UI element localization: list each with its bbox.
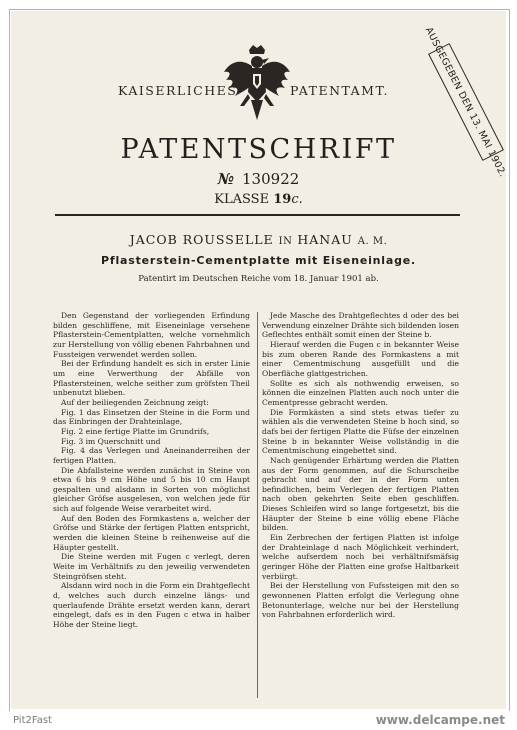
footer-watermark: www.delcampe.net bbox=[375, 713, 505, 727]
patent-number bbox=[0, 170, 517, 188]
number-sign: № bbox=[217, 170, 235, 188]
header-right-text: PATENTAMT. bbox=[290, 83, 389, 98]
paragraph-left-6: Fig. 4 das Verlegen und Aneinanderreihen der fertigen Platten. bbox=[53, 446, 250, 465]
column-divider bbox=[257, 312, 258, 698]
paragraph-right-6: Bei der Herstellung von Fufssteigen mit den so gewonnenen Platten erfolgt die Verlegung ohne Betonunterlage, welche nur bei der Herstellung von Fahrbahnen erforderlich wird. bbox=[262, 581, 459, 620]
paragraph-left-0: Den Gegenstand der vorliegenden Erfindung bilden geschliffene, mit Eiseneinlage versehene Pflasterstein-Cementplatten, welche vornehmlich zur Herstellung von völlig ebenen Fahrbahnen und Fussteigen verwendet werden sollen. bbox=[53, 311, 250, 359]
paragraph-right-3: Die Formkästen a sind stets etwas tiefer zu wählen als die verwendeten Steine b hoch sind, so dafs bei der fertigen Platte die Füfse der einzelnen Steine b in bekannter Weise vollständig in die Cementmischung eingebettet sind. bbox=[262, 407, 459, 456]
paragraph-left-4: Fig. 2 eine fertige Platte im Grundrifs, bbox=[61, 426, 210, 436]
inventor-suffix: A. M. bbox=[357, 236, 388, 247]
paragraph-left-2: Auf der beiliegenden Zeichnung zeigt: bbox=[61, 397, 209, 407]
inventor-place: HANAU bbox=[297, 232, 353, 247]
header-left-text: KAISERLICHES bbox=[118, 83, 238, 98]
inventor-in: IN bbox=[278, 236, 293, 247]
paragraph-left-1: Bei der Erfindung handelt es sich in erster Linie um eine Verwerthung der Abfälle von Pflastersteinen, welche seither zum gröfsten Theil unbenutzt blieben. bbox=[53, 359, 250, 398]
paragraph-left-3: Fig. 1 das Einsetzen der Steine in die Form und das Einbringen der Drahteinlage, bbox=[53, 407, 250, 427]
title-rule-divider bbox=[55, 214, 460, 216]
paragraph-left-10: Alsdann wird noch in die Form ein Drahtgeflecht d, welches auch durch einzelne längs- und querlaufende Drähte ersetzt werden kann, derart eingelegt, dafs es in den Fugen c etwa in halber Höhe der Steine liegt. bbox=[53, 581, 250, 629]
klasse-label: KLASSE bbox=[214, 192, 270, 207]
text-column-right bbox=[262, 311, 459, 620]
document-title: PATENTSCHRIFT bbox=[120, 134, 397, 165]
footer-seller: Pit2Fast bbox=[13, 715, 52, 726]
issue-date-stamp: AUSGEGEBEN DEN 13. MAI 1902. bbox=[423, 25, 509, 179]
imperial-eagle-icon bbox=[222, 44, 292, 126]
klasse-number: 19 bbox=[273, 192, 292, 207]
patented-date-line: Patentirt im Deutschen Reiche vom 18. Januar 1901 ab. bbox=[138, 274, 379, 284]
paragraph-right-2: Sollte es sich als nothwendig erweisen, so können die einzelnen Platten auch noch unter die Cementpresse gebracht werden. bbox=[262, 378, 459, 407]
inventor-line bbox=[0, 232, 517, 247]
klasse-subclass: c. bbox=[291, 192, 303, 207]
patent-class bbox=[0, 192, 517, 207]
patent-number-value: 130922 bbox=[242, 170, 300, 188]
paragraph-right-1: Hierauf werden die Fugen c in bekannter Weise bis zum oberen Rande des Formkastens a mit einer Cementmischung ausgefüllt und die Oberfläche glattgestrichen. bbox=[262, 339, 459, 378]
paragraph-left-8: Auf den Boden des Formkastens a, welcher der Gröfse und Stärke der fertigen Platten entspricht, werden die kleinen Steine b reihenweise auf die Häupter gestellt. bbox=[53, 513, 250, 552]
paragraph-left-9: Die Steine werden mit Fugen c verlegt, deren Weite im Verhältnifs zu den jeweilig verwendeten Steingröfsen steht. bbox=[53, 552, 250, 581]
paragraph-right-0: Jede Masche des Drahtgeflechtes d oder des bei Verwendung einzelner Drähte sich bildenden losen Geflechtes enthält somit einen der Steine b. bbox=[262, 311, 459, 340]
inventor-name: JACOB ROUSSELLE bbox=[129, 232, 274, 247]
paragraph-right-4: Nach genügender Erhärtung werden die Platten aus der Form genommen, auf die Schurscheibe gebracht und auf der in der Form unten befindlichen, beim Verlegen der fertigen Platten nach oben gekehrten Seite eben geschliffen. Dieses Schleifen wird so lange fortgesetzt, bis die Häupter der Steine b eine völlig ebene Fläche bilden. bbox=[262, 455, 459, 533]
text-column-left bbox=[53, 311, 250, 630]
patent-subject: Pflasterstein-Cementplatte mit Eiseneinlage. bbox=[101, 254, 416, 267]
paragraph-left-7: Die Abfallsteine werden zunächst in Steine von etwa 6 bis 9 cm Höhe und 5 bis 10 cm Haupt gespalten und alsdann in Sorten von möglichst gleicher Gröfse ausgelesen, von welchen jede für sich auf folgende Weise verarbeitet wird. bbox=[53, 465, 250, 514]
paragraph-left-5: Fig. 3 im Querschnitt und bbox=[61, 436, 161, 446]
paragraph-right-5: Ein Zerbrechen der fertigen Platten ist infolge der Drahteinlage d nach Möglichkeit verhindert, welche aufserdem noch bei verhältnifsmäfsig geringer Höhe der Platten eine grofse Haltbarkeit verbürgt. bbox=[262, 533, 459, 581]
